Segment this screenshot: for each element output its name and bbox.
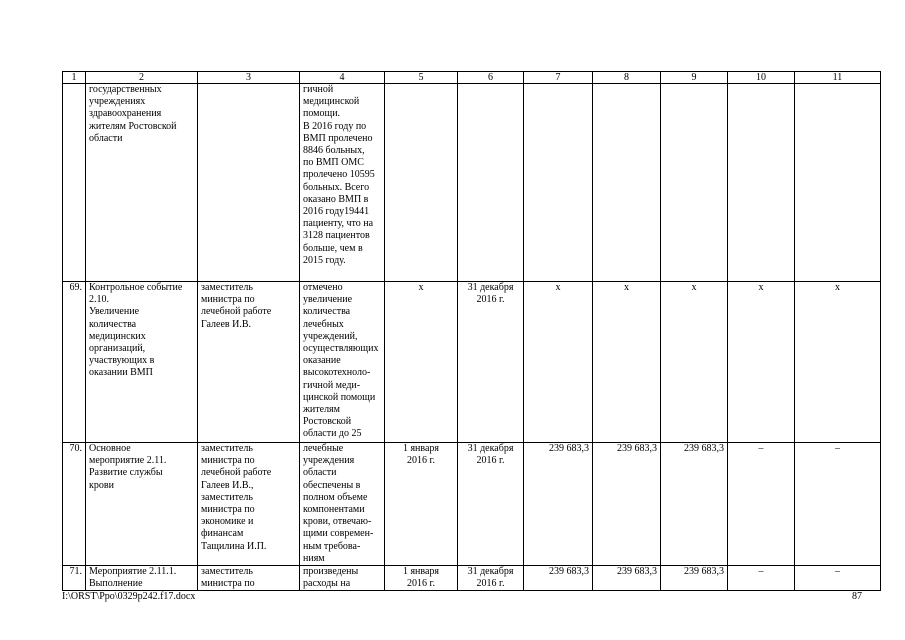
value-cell-8: [593, 84, 661, 282]
responsible-person-cell: заместитель министра по лечебной работе Галеев И.В., заместитель министра по экономике и финансам Тащилина И.П.: [198, 443, 300, 566]
header-cell: 4: [300, 72, 385, 84]
header-cell: 5: [385, 72, 458, 84]
row-number-cell: [63, 84, 86, 282]
value-cell-7: x: [524, 282, 593, 443]
footer-file-path: I:\ORST\Ppo\0329p242.f17.docx: [62, 591, 196, 602]
value-cell-7: 239 683,3: [524, 566, 593, 591]
header-cell: 11: [795, 72, 881, 84]
header-cell: 3: [198, 72, 300, 84]
value-cell-9: [661, 84, 728, 282]
start-date-cell: x: [385, 282, 458, 443]
activity-name-cell: Основное мероприятие 2.11. Развитие службы крови: [86, 443, 198, 566]
start-date-cell: [385, 84, 458, 282]
row-number-cell: 71.: [63, 566, 86, 591]
header-cell: 6: [458, 72, 524, 84]
end-date-cell: 31 декабря 2016 г.: [458, 566, 524, 591]
value-cell-11: –: [795, 566, 881, 591]
header-cell: 1: [63, 72, 86, 84]
value-cell-11: [795, 84, 881, 282]
start-date-cell: 1 января 2016 г.: [385, 566, 458, 591]
row-number-cell: 69.: [63, 282, 86, 443]
result-description-cell: лечебные учреждения области обеспечены в полном объеме компонентами крови, отвечаю- щими современ- ным требова- ниям: [300, 443, 385, 566]
end-date-cell: 31 декабря 2016 г.: [458, 443, 524, 566]
value-cell-10: –: [728, 566, 795, 591]
result-description-cell: отмечено увеличение количества лечебных учреждений, осуществляющих оказание высокотехноло- гичной меди- цинской помощи жителям Ростовской области до 25: [300, 282, 385, 443]
end-date-cell: 31 декабря 2016 г.: [458, 282, 524, 443]
value-cell-9: 239 683,3: [661, 443, 728, 566]
value-cell-9: x: [661, 282, 728, 443]
value-cell-11: x: [795, 282, 881, 443]
activity-name-cell: государственных учреждениях здравоохранения жителям Ростовской области: [86, 84, 198, 282]
responsible-person-cell: [198, 84, 300, 282]
value-cell-7: [524, 84, 593, 282]
activity-name-cell: Контрольное событие 2.10. Увеличение количества медицинских организаций, участвующих в оказании ВМП: [86, 282, 198, 443]
value-cell-9: 239 683,3: [661, 566, 728, 591]
value-cell-10: x: [728, 282, 795, 443]
value-cell-7: 239 683,3: [524, 443, 593, 566]
header-cell: 8: [593, 72, 661, 84]
header-cell: 7: [524, 72, 593, 84]
value-cell-11: –: [795, 443, 881, 566]
value-cell-10: –: [728, 443, 795, 566]
end-date-cell: [458, 84, 524, 282]
value-cell-8: 239 683,3: [593, 566, 661, 591]
result-description-cell: произведены расходы на: [300, 566, 385, 591]
table-row: [63, 566, 881, 591]
responsible-person-cell: заместитель министра по лечебной работе Галеев И.В.: [198, 282, 300, 443]
result-description-cell: гичной медицинской помощи. В 2016 году по ВМП пролечено 8846 больных, по ВМП ОМС пролечено 10595 больных. Всего оказано ВМП в 2016 году19441 пациенту, что на 3128 пациентов больше, чем в 2015 году.: [300, 84, 385, 282]
value-cell-8: 239 683,3: [593, 443, 661, 566]
header-cell: 10: [728, 72, 795, 84]
table-row: [63, 443, 881, 566]
value-cell-10: [728, 84, 795, 282]
table-row: [63, 282, 881, 443]
responsible-person-cell: заместитель министра по: [198, 566, 300, 591]
column-number-header-row: [63, 72, 881, 84]
activity-name-cell: Мероприятие 2.11.1. Выполнение: [86, 566, 198, 591]
table-row: [63, 84, 881, 282]
header-cell: 2: [86, 72, 198, 84]
row-number-cell: 70.: [63, 443, 86, 566]
header-cell: 9: [661, 72, 728, 84]
start-date-cell: 1 января 2016 г.: [385, 443, 458, 566]
footer-page-number: 87: [852, 591, 862, 602]
document-table: [62, 71, 881, 591]
value-cell-8: x: [593, 282, 661, 443]
